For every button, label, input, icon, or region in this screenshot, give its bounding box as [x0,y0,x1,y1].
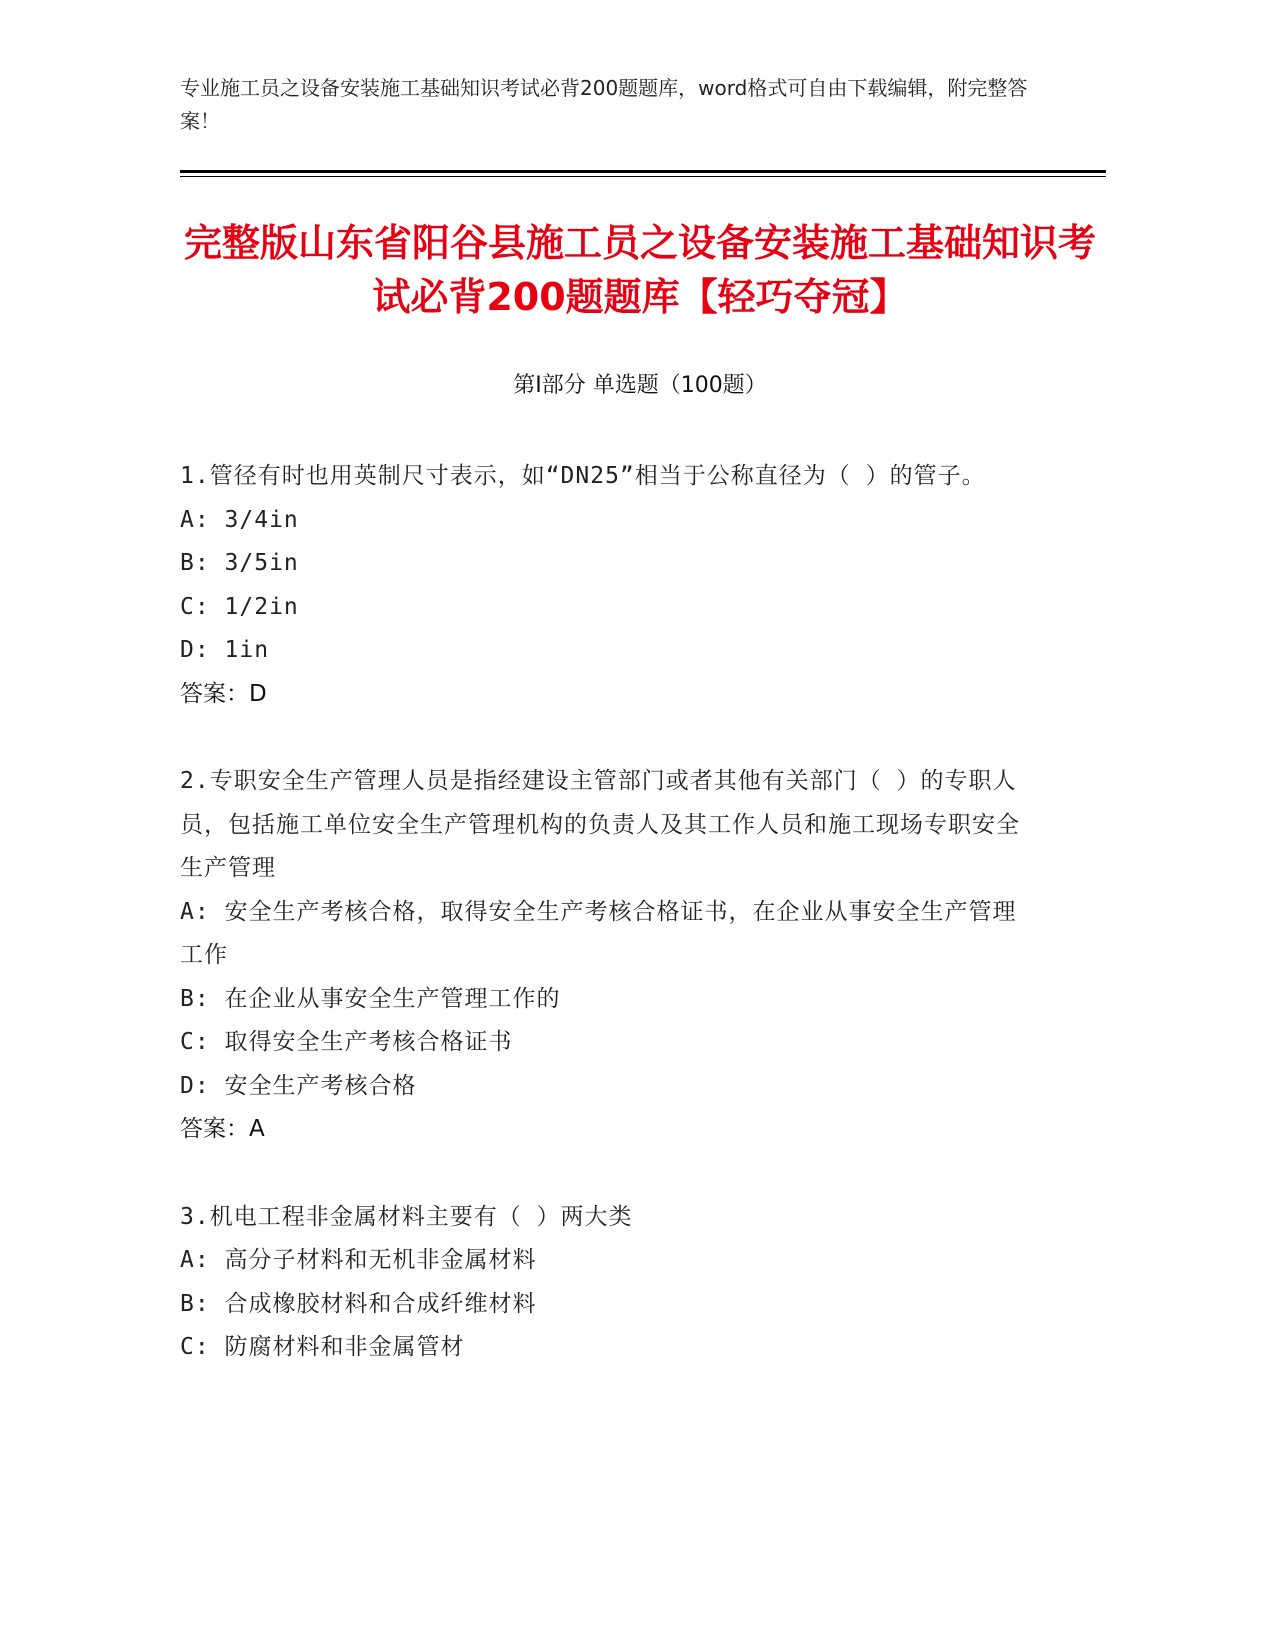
option-c: C: 1/2in [180,593,299,620]
option-d: D: 1in [180,637,270,663]
header-divider-thick [180,170,1106,173]
option-b: B: 在企业从事安全生产管理工作的 [180,985,561,1012]
option-d: D: 安全生产考核合格 [180,1072,417,1099]
option-b: B: 合成橡胶材料和合成纤维材料 [180,1290,537,1317]
question-text: 3.机电工程非金属材料主要有（ ）两大类 [180,1203,633,1230]
option-c: C: 防腐材料和非金属管材 [180,1334,465,1360]
option-a: A: 安全生产考核合格，取得安全生产考核合格证书，在企业从事安全生产管理工作 [180,898,1017,968]
header-note: 专业施工员之设备安装施工基础知识考试必背200题题库，word格式可自由下载编辑，附完整答案！ [180,76,1028,133]
document-title: 完整版山东省阳谷县施工员之设备安装施工基础知识考试必背200题题库【轻巧夺冠】 [183,221,1096,319]
question-text: 2.专职安全生产管理人员是指经建设主管部门或者其他有关部门（ ）的专职人员，包括施工单位安全生产管理机构的负责人及其工作人员和施工现场专职安全生产管理 [180,768,1020,881]
section-title: 第I部分 单选题（100题） [513,373,767,398]
header-divider-thin [180,176,1106,177]
option-a: A: 3/4in [180,506,299,533]
question-item [180,1196,1030,1370]
option-b: B: 3/5in [180,550,299,576]
question-item [180,455,1030,716]
question-text: 1.管径有时也用英制尺寸表示，如“DN25”相当于公称直径为（ ）的管子。 [180,463,986,489]
question-list [180,455,1030,1414]
option-a: A: 高分子材料和无机非金属材料 [180,1247,537,1273]
answer: 答案：A [180,1116,265,1142]
question-item [180,760,1030,1152]
option-c: C: 取得安全生产考核合格证书 [180,1029,513,1055]
answer: 答案：D [180,680,267,707]
